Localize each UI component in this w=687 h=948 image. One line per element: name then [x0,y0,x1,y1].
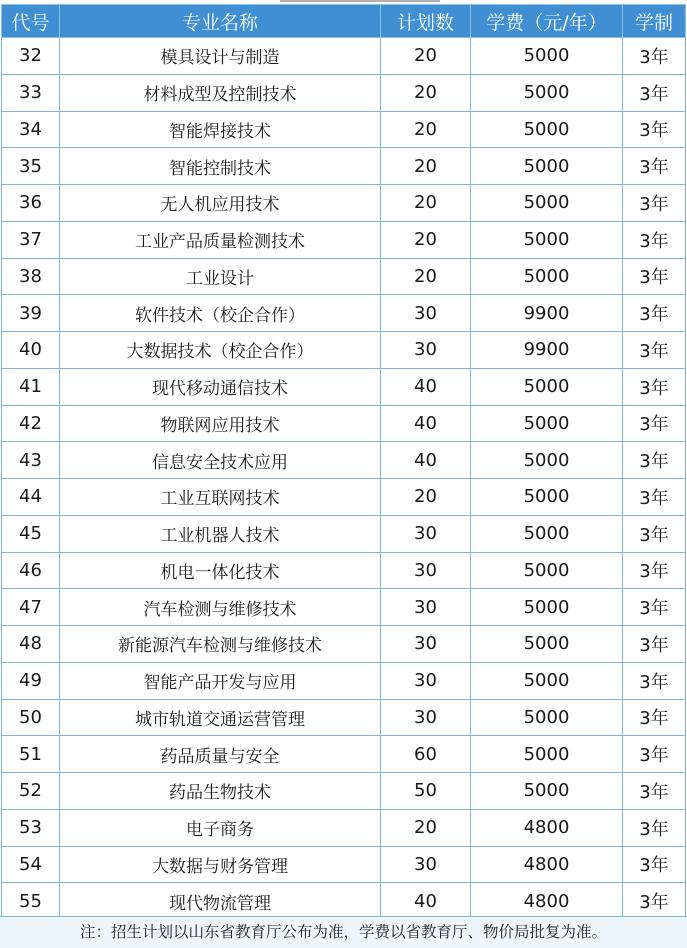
table-row [2,405,686,442]
cell-plan-count: 20 [381,74,471,111]
table-row [2,589,686,626]
header-major-name: 专业名称 [60,5,381,38]
table-row [2,295,686,332]
cell-major-name: 现代物流管理 [60,883,381,920]
cell-tuition: 4800 [471,809,623,846]
cell-major-name: 物联网应用技术 [60,405,381,442]
cell-major-name: 电子商务 [60,809,381,846]
cell-code: 42 [2,405,60,442]
cell-duration: 3年 [623,809,686,846]
cell-tuition: 5000 [471,515,623,552]
cell-code: 45 [2,515,60,552]
cell-code: 51 [2,736,60,773]
cell-duration: 3年 [623,736,686,773]
cell-duration: 3年 [623,883,686,920]
table-row [2,662,686,699]
footnote: 注：招生计划以山东省教育厅公布为准，学费以省教育厅、物价局批复为准。 [0,916,687,948]
cell-tuition: 5000 [471,589,623,626]
table-row [2,809,686,846]
cell-plan-count: 40 [381,368,471,405]
table-row [2,148,686,185]
cell-major-name: 模具设计与制造 [60,38,381,75]
cell-code: 39 [2,295,60,332]
cell-code: 37 [2,221,60,258]
admissions-table [1,4,686,920]
table-row [2,111,686,148]
cell-tuition: 5000 [471,148,623,185]
cell-plan-count: 30 [381,626,471,663]
cell-code: 54 [2,846,60,883]
cell-code: 33 [2,74,60,111]
cell-major-name: 大数据技术（校企合作） [60,332,381,369]
table-row [2,221,686,258]
cell-tuition: 9900 [471,332,623,369]
table-row [2,773,686,810]
cell-duration: 3年 [623,442,686,479]
cell-tuition: 5000 [471,221,623,258]
cell-code: 53 [2,809,60,846]
cell-plan-count: 20 [381,258,471,295]
cell-duration: 3年 [623,148,686,185]
cell-duration: 3年 [623,479,686,516]
cell-code: 41 [2,368,60,405]
cell-plan-count: 30 [381,699,471,736]
cell-plan-count: 20 [381,185,471,222]
cell-tuition: 5000 [471,699,623,736]
cell-code: 35 [2,148,60,185]
cell-duration: 3年 [623,662,686,699]
table-row [2,332,686,369]
table-row [2,38,686,75]
cell-code: 36 [2,185,60,222]
table-row [2,368,686,405]
header-code: 代号 [2,5,60,38]
cell-major-name: 大数据与财务管理 [60,846,381,883]
cell-plan-count: 40 [381,405,471,442]
cell-tuition: 5000 [471,405,623,442]
cell-plan-count: 50 [381,773,471,810]
cell-duration: 3年 [623,74,686,111]
cell-major-name: 城市轨道交通运营管理 [60,699,381,736]
cell-plan-count: 20 [381,111,471,148]
cell-plan-count: 20 [381,38,471,75]
cell-plan-count: 20 [381,809,471,846]
table-row [2,883,686,920]
cell-plan-count: 40 [381,442,471,479]
cell-major-name: 无人机应用技术 [60,185,381,222]
cell-tuition: 5000 [471,185,623,222]
cell-plan-count: 30 [381,295,471,332]
cell-tuition: 5000 [471,552,623,589]
table-row [2,479,686,516]
cell-duration: 3年 [623,258,686,295]
cell-duration: 3年 [623,405,686,442]
cell-major-name: 智能产品开发与应用 [60,662,381,699]
cell-plan-count: 30 [381,589,471,626]
cell-tuition: 5000 [471,38,623,75]
cell-duration: 3年 [623,38,686,75]
cell-code: 52 [2,773,60,810]
header-tuition: 学费（元/年） [471,5,623,38]
header-plan-count: 计划数 [381,5,471,38]
cell-tuition: 5000 [471,111,623,148]
cell-duration: 3年 [623,626,686,663]
cell-duration: 3年 [623,111,686,148]
cell-major-name: 现代移动通信技术 [60,368,381,405]
cell-major-name: 工业设计 [60,258,381,295]
table-row [2,699,686,736]
cell-code: 50 [2,699,60,736]
cell-tuition: 5000 [471,442,623,479]
cell-tuition: 5000 [471,662,623,699]
cell-tuition: 5000 [471,773,623,810]
cell-code: 38 [2,258,60,295]
cell-plan-count: 30 [381,846,471,883]
cell-major-name: 汽车检测与维修技术 [60,589,381,626]
cell-duration: 3年 [623,846,686,883]
cell-tuition: 9900 [471,295,623,332]
table-row [2,736,686,773]
cell-major-name: 智能控制技术 [60,148,381,185]
cell-code: 55 [2,883,60,920]
table-header-row [2,5,686,38]
cell-duration: 3年 [623,332,686,369]
cell-major-name: 机电一体化技术 [60,552,381,589]
cell-plan-count: 30 [381,662,471,699]
cell-tuition: 5000 [471,74,623,111]
cell-code: 48 [2,626,60,663]
cell-duration: 3年 [623,515,686,552]
table-row [2,74,686,111]
table-row [2,185,686,222]
cell-code: 43 [2,442,60,479]
cell-code: 46 [2,552,60,589]
cell-duration: 3年 [623,699,686,736]
cell-code: 49 [2,662,60,699]
table-row [2,442,686,479]
cell-tuition: 5000 [471,258,623,295]
cell-plan-count: 30 [381,332,471,369]
cell-plan-count: 20 [381,479,471,516]
cell-duration: 3年 [623,552,686,589]
cell-duration: 3年 [623,368,686,405]
cell-tuition: 4800 [471,846,623,883]
cell-major-name: 药品质量与安全 [60,736,381,773]
cell-plan-count: 30 [381,552,471,589]
cell-duration: 3年 [623,295,686,332]
cell-plan-count: 20 [381,148,471,185]
cell-major-name: 工业产品质量检测技术 [60,221,381,258]
table-row [2,626,686,663]
cell-tuition: 5000 [471,368,623,405]
cell-plan-count: 60 [381,736,471,773]
cell-major-name: 智能焊接技术 [60,111,381,148]
cell-code: 40 [2,332,60,369]
cell-major-name: 工业互联网技术 [60,479,381,516]
cell-plan-count: 40 [381,883,471,920]
cell-code: 32 [2,38,60,75]
cell-duration: 3年 [623,773,686,810]
cell-tuition: 5000 [471,626,623,663]
header-duration: 学制 [623,5,686,38]
cell-major-name: 软件技术（校企合作） [60,295,381,332]
cell-plan-count: 20 [381,221,471,258]
cell-duration: 3年 [623,221,686,258]
cell-code: 44 [2,479,60,516]
cell-tuition: 5000 [471,479,623,516]
table-row [2,515,686,552]
cell-tuition: 4800 [471,883,623,920]
cell-code: 34 [2,111,60,148]
cell-major-name: 工业机器人技术 [60,515,381,552]
cell-tuition: 5000 [471,736,623,773]
cell-duration: 3年 [623,185,686,222]
cell-major-name: 材料成型及控制技术 [60,74,381,111]
cell-major-name: 新能源汽车检测与维修技术 [60,626,381,663]
cell-major-name: 信息安全技术应用 [60,442,381,479]
table-row [2,258,686,295]
table-row [2,846,686,883]
cell-major-name: 药品生物技术 [60,773,381,810]
cell-plan-count: 30 [381,515,471,552]
table-row [2,552,686,589]
cell-code: 47 [2,589,60,626]
cell-duration: 3年 [623,589,686,626]
